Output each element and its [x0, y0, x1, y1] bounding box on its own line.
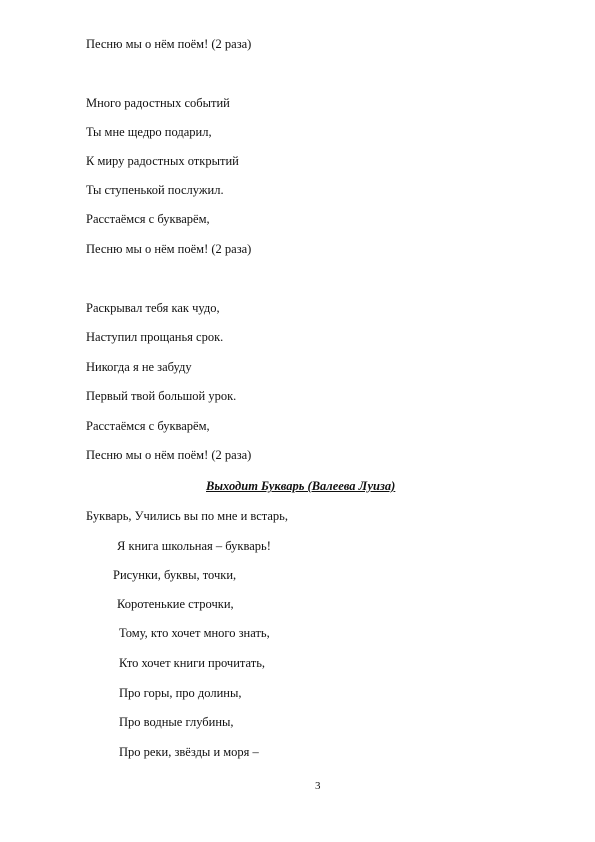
verse-line: Песню мы о нём поём! (2 раза): [86, 448, 252, 462]
verse-line: Раскрывал тебя как чудо,: [86, 301, 220, 315]
verse-line: К миру радостных открытий: [86, 154, 239, 168]
verse-line: Ты ступенькой послужил.: [86, 183, 224, 197]
speech-line: Букварь, Учились вы по мне и встарь,: [86, 509, 288, 523]
verse-line: Никогда я не забуду: [86, 360, 192, 374]
verse-line: Наступил прощанья срок.: [86, 330, 224, 344]
speech-line: Про горы, про долины,: [119, 686, 242, 700]
speech-line: Тому, кто хочет много знать,: [119, 626, 270, 640]
page-number: 3: [315, 780, 321, 792]
verse-line: Расстаёмся с букварём,: [86, 212, 210, 226]
verse-line: Много радостных событий: [86, 96, 230, 110]
speech-line: Рисунки, буквы, точки,: [113, 568, 237, 582]
verse-line: Ты мне щедро подарил,: [86, 125, 212, 139]
speech-line: Про водные глубины,: [119, 715, 234, 729]
verse-line: Первый твой большой урок.: [86, 389, 237, 403]
section-heading: Выходит Букварь (Валеева Луиза): [206, 479, 396, 493]
verse-line: Расстаёмся с букварём,: [86, 419, 210, 433]
speech-line: Коротенькие строчки,: [117, 597, 234, 611]
verse-line: Песню мы о нём поём! (2 раза): [86, 242, 252, 256]
speech-line: Кто хочет книги прочитать,: [119, 656, 266, 670]
verse-line: Песню мы о нём поём! (2 раза): [86, 37, 252, 51]
speech-line: Про реки, звёзды и моря –: [119, 745, 259, 759]
speech-line: Я книга школьная – букварь!: [117, 539, 271, 553]
